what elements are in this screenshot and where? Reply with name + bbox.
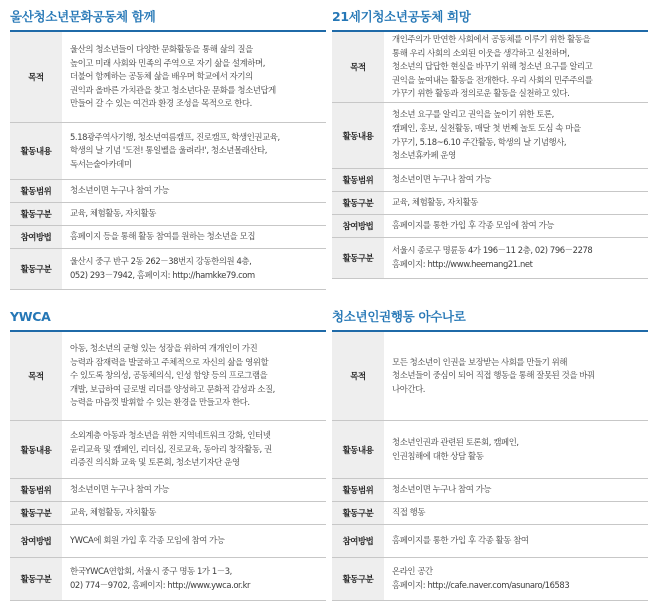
table-row <box>332 479 648 502</box>
table-row <box>10 203 326 226</box>
value-line: 독서는술아카데미 <box>70 158 132 169</box>
row-label: 활동내용 <box>332 421 384 478</box>
panel-asunaro <box>332 308 648 601</box>
table-row <box>10 558 326 601</box>
row-label: 활동범위 <box>332 169 384 191</box>
row-value <box>62 230 326 244</box>
table-row <box>10 502 326 525</box>
row-label: 참여방법 <box>332 525 384 557</box>
table-row <box>10 332 326 421</box>
info-table <box>332 330 648 601</box>
info-table <box>10 30 326 290</box>
row-label: 활동구분 <box>332 238 384 278</box>
row-value <box>384 506 648 520</box>
value-line: 권익과 올바른 가치관을 찾고 청소년다운 문화를 청소년답게 <box>70 84 276 95</box>
value-line: 청소년 요구를 알리고 권익을 높이기 위한 토론, <box>392 109 554 120</box>
table-row <box>332 332 648 421</box>
row-label: 활동범위 <box>332 479 384 501</box>
value-line: 아동, 청소년의 균형 있는 성장을 위하여 개개인이 가진 <box>70 343 258 354</box>
value-line: 청소년이면 누구나 참여 가능 <box>70 484 170 495</box>
value-line: 학생의 날 기념 '도전! 통일벨을 울려라!', 청소년몰래산타, <box>70 145 268 156</box>
row-label: 목적 <box>10 332 62 420</box>
info-table <box>332 30 648 279</box>
table-row <box>332 192 648 215</box>
row-label: 활동내용 <box>10 123 62 179</box>
row-value <box>384 33 648 101</box>
value-line: 온라인 공간 <box>392 566 433 577</box>
row-label: 활동구분 <box>10 502 62 524</box>
value-line: 청소년이면 누구나 참여 가능 <box>392 484 492 495</box>
value-line: 개인주의가 만연한 사회에서 공동체를 이루기 위한 활동을 <box>392 34 591 45</box>
row-value <box>384 534 648 548</box>
row-value <box>384 196 648 210</box>
value-line: 나아간다. <box>392 383 426 394</box>
row-value <box>384 483 648 497</box>
row-label: 목적 <box>10 32 62 122</box>
value-line: 052) 293－7942, 홈페이지: http://hamkke79.com <box>70 270 255 280</box>
value-line: 캠페인, 홍보, 실천활동, 매달 첫 번째 놀토 도심 속 마을 <box>392 122 581 133</box>
table-row <box>10 32 326 123</box>
value-line: YWCA에 회원 가입 후 각종 모임에 참여 가능 <box>70 535 225 546</box>
table-row <box>10 180 326 203</box>
value-line: 윤리교육 및 캠페인, 리더십, 진로교육, 동아리 창작활동, 권 <box>70 443 272 454</box>
panel-title: YWCA <box>10 309 51 324</box>
value-line: 더불어 함께하는 공동체 삶을 배우며 학교에서 자기의 <box>70 71 253 82</box>
row-label: 활동구분 <box>10 558 62 600</box>
panel-title: 21세기청소년공동체 희망 <box>332 9 471 24</box>
row-value <box>62 207 326 221</box>
value-line: 홈페이지 등을 통해 활동 참여를 원하는 청소년을 모집 <box>70 231 256 242</box>
row-label: 활동구분 <box>332 192 384 214</box>
row-value <box>62 43 326 111</box>
row-label: 활동범위 <box>10 479 62 501</box>
table-row <box>332 169 648 192</box>
row-label: 활동내용 <box>332 103 384 168</box>
row-value <box>384 356 648 397</box>
value-line: 인권침해에 대한 상담 활동 <box>392 450 484 461</box>
table-row <box>332 525 648 558</box>
row-value <box>62 429 326 470</box>
table-row <box>10 226 326 249</box>
value-line: 청소년이면 누구나 참여 가능 <box>70 185 170 196</box>
value-line: 통해 우리 사회의 소외된 이웃을 생각하고 실천하며, <box>392 47 570 58</box>
value-line: 홈페이지를 통한 가입 후 각종 모임에 참여 가능 <box>392 220 554 231</box>
value-line: 한국YWCA연합회, 서울시 중구 명동 1가 1－3, <box>70 566 232 577</box>
table-row <box>332 421 648 479</box>
row-value <box>384 565 648 592</box>
panel-ywca <box>10 308 326 601</box>
row-value <box>62 534 326 548</box>
row-label: 활동구분 <box>10 203 62 225</box>
row-value <box>62 506 326 520</box>
row-label: 목적 <box>332 32 384 102</box>
row-value <box>62 565 326 592</box>
value-line: 청소년들이 중심이 되어 직접 행동을 통해 잘못된 것을 바꿔 <box>392 370 595 381</box>
value-line: 능력을 마음껏 발휘할 수 있는 환경을 만들고자 한다. <box>70 397 250 408</box>
value-line: 직접 행동 <box>392 507 426 518</box>
value-line: 교육, 체험활동, 자치활동 <box>70 208 156 219</box>
info-table <box>10 330 326 601</box>
table-row <box>10 249 326 290</box>
value-line: 교육, 체험활동, 자치활동 <box>70 507 156 518</box>
value-line: 수 있도록 창의성, 공동체의식, 인성 함양 등의 프로그램을 <box>70 370 268 381</box>
value-line: 교육, 체험활동, 자치활동 <box>392 197 478 208</box>
panel-hamkke <box>10 8 326 290</box>
row-value <box>384 436 648 463</box>
value-line: 권익을 높여내는 활동을 전개한다. 우리 사회의 민주주의를 <box>392 74 593 85</box>
table-row <box>10 123 326 180</box>
row-label: 목적 <box>332 332 384 420</box>
value-line: 청소년의 답답한 현실을 바꾸기 위해 청소년 요구를 알리고 <box>392 61 593 72</box>
row-label: 활동내용 <box>10 421 62 478</box>
table-row <box>332 558 648 601</box>
table-row <box>332 103 648 169</box>
row-value <box>62 131 326 172</box>
table-row <box>332 502 648 525</box>
row-value <box>384 244 648 271</box>
row-label: 활동구분 <box>332 502 384 524</box>
value-line: 울산의 청소년들이 다양한 문화활동을 통해 삶의 질을 <box>70 44 253 55</box>
table-row <box>332 32 648 103</box>
row-value <box>384 219 648 233</box>
value-line: 가꾸기, 5.18~6.10 주간활동, 학생의 날 기념행사, <box>392 136 567 147</box>
row-label: 활동범위 <box>10 180 62 202</box>
row-label: 활동구분 <box>332 558 384 600</box>
row-value <box>62 184 326 198</box>
row-label: 참여방법 <box>10 226 62 248</box>
row-value <box>62 255 326 282</box>
row-label: 참여방법 <box>332 215 384 237</box>
table-row <box>10 479 326 502</box>
panel-title: 청소년인권행동 아수나로 <box>332 309 466 324</box>
table-row <box>332 215 648 238</box>
row-value <box>384 108 648 162</box>
row-label: 활동구분 <box>10 249 62 289</box>
value-line: 홈페이지: http://cafe.naver.com/asunaro/16583 <box>392 580 570 590</box>
table-row <box>10 525 326 558</box>
value-line: 5.18광주역사기행, 청소년여름캠프, 진로캠프, 학생인권교육, <box>70 131 280 142</box>
table-row <box>332 238 648 279</box>
value-line: 소외계층 아동과 청소년을 위한 지역네트워크 강화, 인터넷 <box>70 430 271 441</box>
value-line: 가꾸기 위한 활동과 정의로운 활동을 실천하고 있다. <box>392 88 570 99</box>
row-value <box>62 483 326 497</box>
value-line: 02) 774－9702, 홈페이지: http://www.ywca.or.kr <box>70 580 251 590</box>
value-line: 홈페이지: http://www.heemang21.net <box>392 259 533 269</box>
value-line: 높이고 미래 사회와 민족의 주역으로 자기 삶을 설계하며, <box>70 57 265 68</box>
value-line: 홈페이지를 통한 가입 후 각종 활동 참여 <box>392 535 529 546</box>
row-value <box>384 173 648 187</box>
row-value <box>62 342 326 410</box>
value-line: 능력과 잠재력을 발굴하고 주체적으로 자신의 삶을 영위할 <box>70 356 269 367</box>
value-line: 청소년휴카페 운영 <box>392 150 456 161</box>
panel-title: 울산청소년문화공동체 함께 <box>10 9 156 24</box>
value-line: 모든 청소년이 인권을 보장받는 사회를 만들기 위해 <box>392 356 568 367</box>
value-line: 서울시 종로구 명륜동 4가 196－11 2층, 02) 796－2278 <box>392 245 593 256</box>
table-row <box>10 421 326 479</box>
value-line: 울산시 중구 반구 2동 262－38번지 강동한의원 4층, <box>70 256 252 267</box>
value-line: 만들어 갈 수 있는 여건과 환경 조성을 목적으로 한다. <box>70 98 252 109</box>
value-line: 개발, 보급하여 글로벌 리더를 양성하고 문화적 감성과 소질, <box>70 383 275 394</box>
row-label: 참여방법 <box>10 525 62 557</box>
value-line: 청소년이면 누구나 참여 가능 <box>392 174 492 185</box>
panel-heemang <box>332 8 648 279</box>
value-line: 청소년인권과 관련된 토론회, 캠페인, <box>392 436 519 447</box>
value-line: 리증진 의식화 교육 및 토론회, 청소년기자단 운영 <box>70 457 240 468</box>
